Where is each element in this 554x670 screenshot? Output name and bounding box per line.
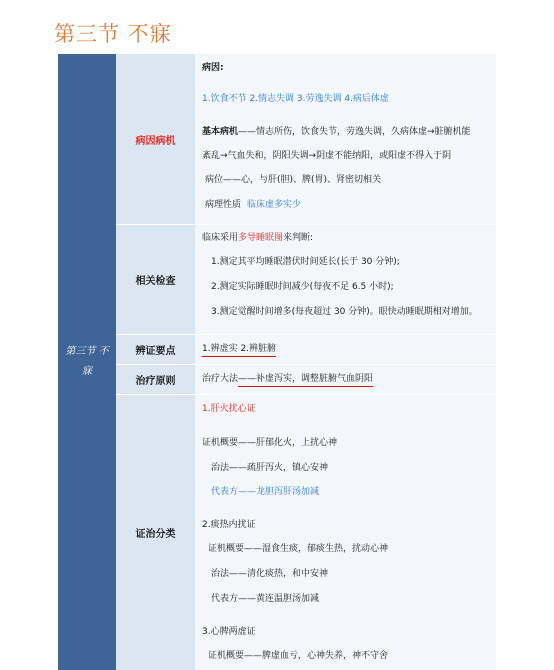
basic-pathogenesis-text: ——情志所伤，饮食失节，劳逸失调，久病体虚→脏腑机能 <box>238 127 471 137</box>
cause-heading: 病因: <box>202 63 224 73</box>
disease-location: 病位——心，与肝(胆)、脾(胃)、肾密切相关 <box>205 175 382 185</box>
row-content-syndromes <box>195 395 496 670</box>
pathology-nature <box>205 199 301 211</box>
basic-pathogenesis-line-1 <box>202 126 471 138</box>
basic-pathogenesis-line-2: 紊乱→气血失和，阴阳失调→阴虚不能纳阳，或阳虚不得入于阴 <box>202 151 452 161</box>
row-content-diagnosis <box>195 335 496 365</box>
basic-pathogenesis-heading: 基本病机 <box>202 127 239 137</box>
treatment-principle <box>202 373 373 385</box>
section-column <box>58 54 116 670</box>
syndrome-pathogenesis: 证机概要——脾虚血亏，心神失养，神不守舍 <box>208 651 389 661</box>
row-label-diagnosis: 辨证要点 <box>116 335 195 365</box>
cause-list: 1.饮食不节 2.情志失调 3.劳逸失调 4.病后体虚 <box>202 94 389 104</box>
syndrome-formula: 代表方——黄连温胆汤加减 <box>211 594 320 604</box>
syndrome-name: 2.痰热内扰证 <box>202 520 256 530</box>
exam-intro-post: 来判断: <box>283 233 314 243</box>
exam-item: 2.测定实际睡眠时间减少(每夜不足 6.5 小时); <box>211 282 394 292</box>
row-content-exam <box>195 225 496 335</box>
pathology-nature-heading: 病理性质 <box>205 200 242 210</box>
exam-item: 1.测定其平均睡眠潜伏时间延长(长于 30 分钟); <box>211 257 400 267</box>
treatment-principle-text: ——补虚泻实，调整脏腑气血阴阳 <box>238 374 373 387</box>
syndrome-pathogenesis: 证机概要——肝郁化火，上扰心神 <box>202 438 338 448</box>
syndrome-formula: 代表方——龙胆泻肝汤加减 <box>211 487 320 497</box>
syndrome-table <box>58 54 496 670</box>
row-label-treatment: 治疗原则 <box>116 365 195 395</box>
section-label: 第三节 不 寐 <box>65 346 109 377</box>
exam-intro <box>202 232 313 244</box>
row-label-etiology: 病因病机 <box>116 54 195 225</box>
page-title: 第三节 不寐 <box>54 22 172 46</box>
syndrome-therapy: 治法——疏肝泻火，镇心安神 <box>211 463 329 473</box>
pathology-nature-value: 临床虚多实少 <box>247 200 302 210</box>
diagnosis-points: 1.辨虚实 2.辨脏腑 <box>202 344 276 357</box>
syndrome-name: 1.肝火扰心证 <box>202 404 256 414</box>
row-label-syndromes: 证治分类 <box>116 395 195 670</box>
exam-intro-pre: 临床采用 <box>202 233 239 243</box>
syndrome-name: 3.心脾两虚证 <box>202 627 256 637</box>
row-content-treatment <box>195 365 496 395</box>
diagnosis-points-wrap <box>202 343 276 355</box>
syndrome-therapy: 治法——清化痰热，和中安神 <box>211 569 329 579</box>
exam-item: 3.测定觉醒时间增多(每夜超过 30 分钟)。眼快动睡眠期相对增加。 <box>211 307 478 317</box>
row-label-exam: 相关检查 <box>116 225 195 335</box>
syndrome-pathogenesis: 证机概要——湿食生痰，郁痰生热，扰动心神 <box>208 544 389 554</box>
treatment-principle-pre: 治疗大法 <box>202 374 239 384</box>
row-content-etiology <box>195 54 496 225</box>
exam-intro-highlight: 多导睡眠图 <box>238 233 284 243</box>
